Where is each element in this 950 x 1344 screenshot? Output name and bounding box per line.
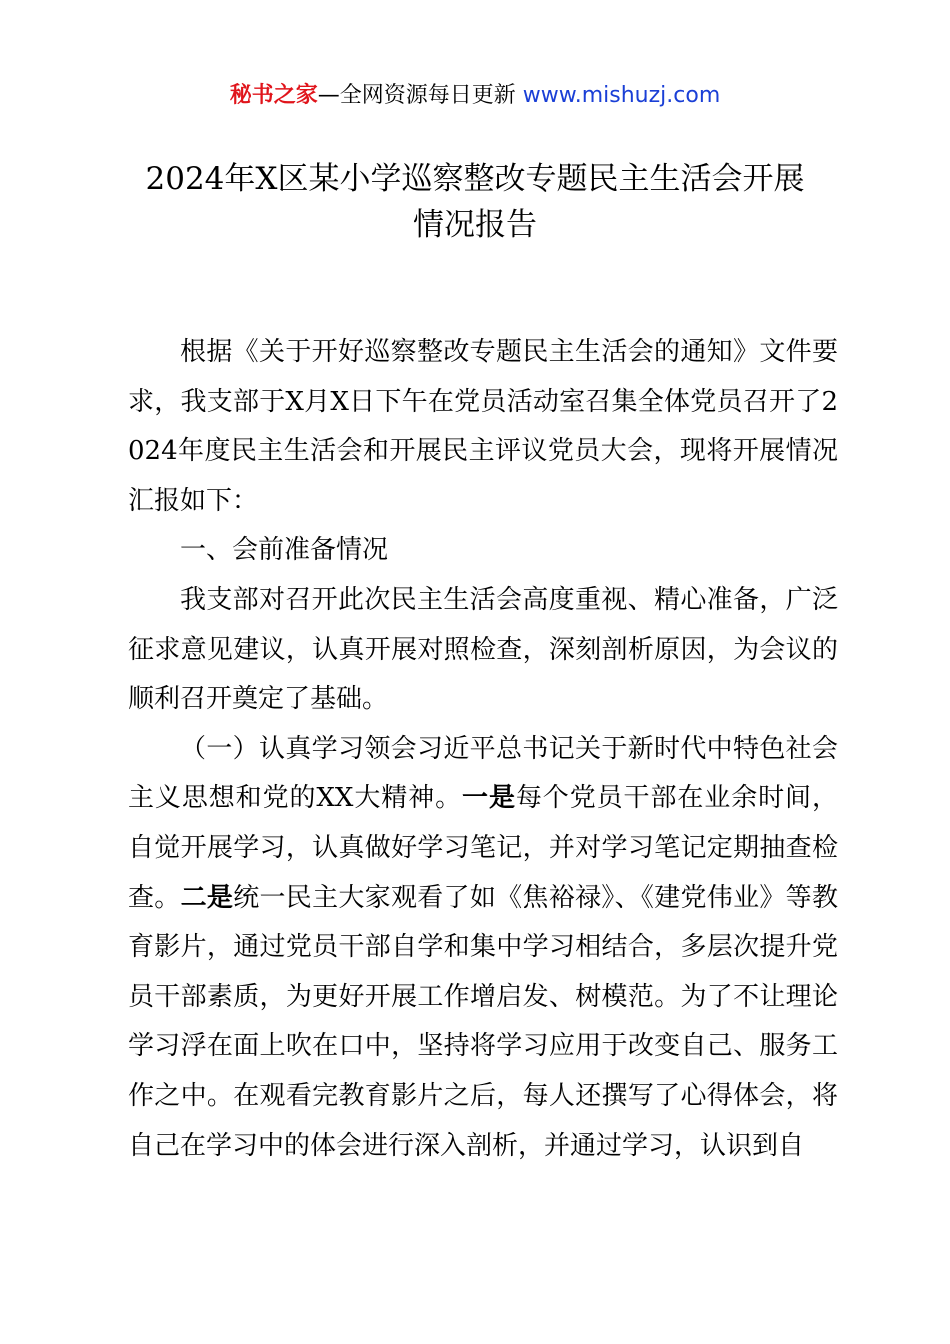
- subsection-text-1: （一）认真学习领会习近平总书记关于新时代中特色社会主义思想和党的XX大精神。: [128, 733, 838, 814]
- document-title: [100, 156, 850, 248]
- section-heading: 一、会前准备情况: [180, 535, 389, 566]
- subsection-text-2: 每个党员干部在业余时间，自觉开展学习，认真做好学习笔记，并对学习笔记定期抽查检查。: [128, 783, 838, 913]
- site-url-link[interactable]: www.mishuzj.com: [522, 83, 721, 108]
- section-paragraph: 我支部对召开此次民主生活会高度重视、精心准备，广泛征求意见建议，认真开展对照检查，深刻剖析原因，为会议的顺利召开奠定了基础。: [128, 584, 838, 715]
- title-line-1: 2024年X区某小学巡察整改专题民主生活会开展: [145, 161, 805, 197]
- title-line-2: 情况报告: [413, 207, 537, 243]
- header-slogan: —全网资源每日更新: [317, 83, 516, 108]
- brand-name: 秘书之家: [229, 83, 318, 108]
- emphasis-second: 二是: [180, 882, 234, 913]
- intro-paragraph: 根据《关于开好巡察整改专题民主生活会的通知》文件要求，我支部于X月X日下午在党员活动室召集全体党员召开了2024年度民主生活会和开展民主评议党员大会，现将开展情况汇报如下：: [128, 337, 838, 516]
- document-body: [128, 328, 838, 1171]
- emphasis-first: 一是: [462, 783, 516, 814]
- subsection-text-3: 统一民主大家观看了如《焦裕禄》、《建党伟业》等教育影片，通过党员干部自学和集中学习相结合，多层次提升党员干部素质，为更好开展工作增启发、树模范。为了不让理论学习浮在面上吹在口中，坚持将学习应用于改变自己、服务工作之中。在观看完教育影片之后，每人还撰写了心得体会，将自己在学习中的体会进行深入剖析，并通过学习，认识到自: [128, 882, 838, 1161]
- subsection-paragraph: [128, 725, 838, 1171]
- site-header: [0, 80, 950, 112]
